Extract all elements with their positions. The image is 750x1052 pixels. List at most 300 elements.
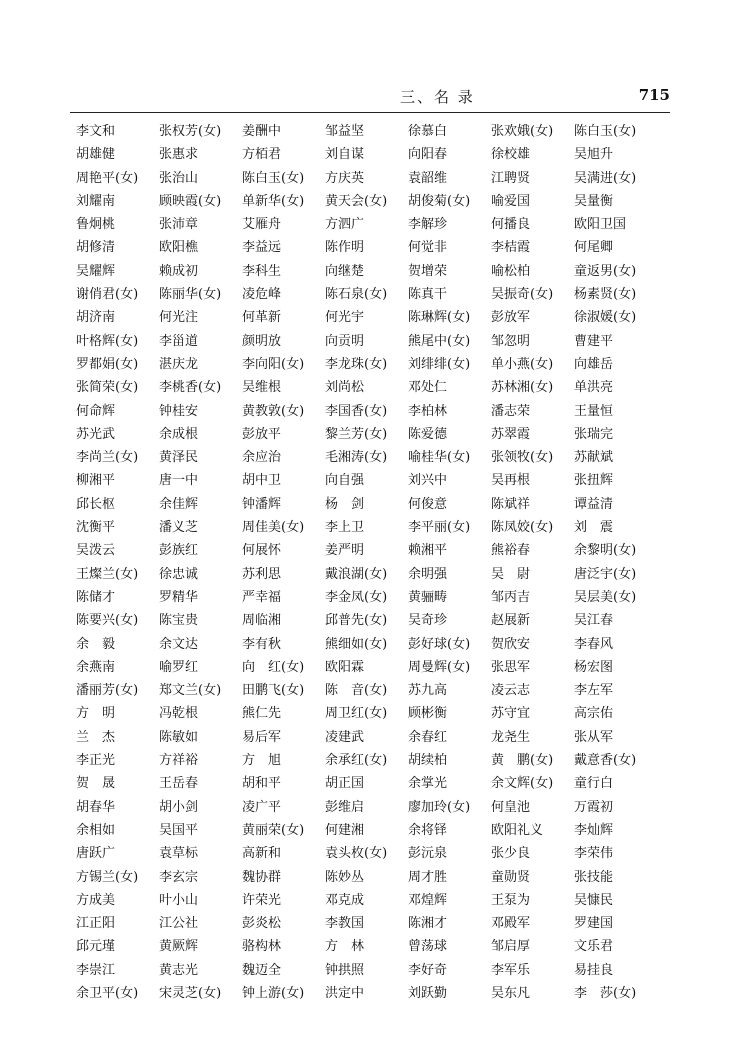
name-row (76, 493, 676, 516)
name-entry: 杨 剑 (325, 496, 365, 512)
name-entry: 周才胜 (408, 869, 448, 885)
name-entry: 方 林 (325, 939, 365, 955)
name-entry: 李文和 (76, 124, 116, 139)
name-entry: 刘耀南 (76, 193, 116, 209)
name-entry: 彭好球(女) (408, 636, 471, 652)
name-entry: 刘尚松 (325, 380, 365, 396)
name-entry: 单新华(女) (242, 193, 305, 209)
name-entry: 吴东凡 (491, 985, 531, 1001)
name-entry: 徐忠诚 (159, 566, 199, 582)
name-entry: 李上卫 (325, 520, 365, 536)
name-entry: 李左军 (574, 683, 614, 699)
name-entry: 张少良 (491, 846, 531, 862)
name-row (76, 586, 676, 609)
name-row (76, 167, 676, 190)
name-row (76, 935, 676, 958)
name-entry: 向自强 (325, 473, 365, 489)
name-entry: 黄志光 (159, 962, 199, 978)
name-entry: 张从军 (574, 729, 614, 745)
name-entry: 湛庆龙 (159, 356, 199, 372)
name-row (76, 539, 676, 562)
name-entry: 欧阳霖 (325, 659, 365, 675)
name-entry: 唐泛宇(女) (574, 566, 637, 582)
name-entry: 陈爱德 (408, 426, 448, 442)
name-entry: 陈斌祥 (491, 496, 531, 512)
name-entry: 陈宝贵 (159, 613, 199, 629)
name-entry: 周卫红(女) (325, 706, 388, 722)
name-entry: 吴维根 (242, 380, 282, 396)
name-entry: 方锡兰(女) (76, 869, 139, 885)
name-entry: 方成美 (76, 892, 116, 908)
name-entry: 张领牧(女) (491, 450, 554, 466)
name-entry: 吴层美(女) (574, 589, 637, 605)
name-entry: 李国香(女) (325, 403, 388, 419)
name-entry: 童返男(女) (574, 263, 637, 279)
name-row (76, 190, 676, 213)
name-entry: 罗建国 (574, 916, 614, 932)
name-entry: 喻罗红 (159, 659, 199, 675)
name-entry: 高宗佑 (574, 706, 614, 722)
name-entry: 向继楚 (325, 263, 365, 279)
name-entry: 彭维启 (325, 799, 365, 815)
name-row (76, 400, 676, 423)
name-row (76, 516, 676, 539)
name-entry: 田鹏飞(女) (242, 683, 305, 699)
name-entry: 何尾卿 (574, 240, 614, 256)
name-row (76, 563, 676, 586)
name-row (76, 633, 676, 656)
name-entry: 余卫平(女) (76, 985, 139, 1001)
name-entry: 余佳辉 (159, 496, 199, 512)
name-entry: 袁韶维 (408, 170, 448, 186)
name-entry: 江公社 (159, 916, 199, 932)
name-entry: 余应治 (242, 450, 282, 466)
name-entry: 胡正国 (325, 776, 365, 792)
name-entry: 黄教敦(女) (242, 403, 305, 419)
name-entry: 潘义芝 (159, 520, 199, 536)
name-entry: 胡春华 (76, 799, 116, 815)
name-entry: 李桔霞 (491, 240, 531, 256)
name-entry: 陈凤姣(女) (491, 520, 554, 536)
name-entry: 郑文兰(女) (159, 683, 222, 699)
name-entry: 贺增荣 (408, 263, 448, 279)
name-entry: 何光注 (159, 310, 199, 326)
name-entry: 何展怀 (242, 543, 282, 559)
name-entry: 徐淑媛(女) (574, 310, 637, 326)
name-entry: 胡俊菊(女) (408, 193, 471, 209)
name-entry: 李科生 (242, 263, 282, 279)
name-entry: 李正光 (76, 753, 116, 769)
page-number: 715 (638, 86, 670, 104)
name-entry: 余文辉(女) (491, 776, 554, 792)
name-entry: 张扭辉 (574, 473, 614, 489)
name-entry: 许荣光 (242, 892, 282, 908)
name-entry: 方泗广 (325, 217, 365, 233)
name-entry: 李教国 (325, 916, 365, 932)
name-entry: 魏协群 (242, 869, 282, 885)
name-entry: 黄厥辉 (159, 939, 199, 955)
name-entry: 潘志荣 (491, 403, 531, 419)
name-entry: 王量恒 (574, 403, 614, 419)
name-entry: 苏守宜 (491, 706, 531, 722)
name-entry: 唐跃广 (76, 846, 116, 862)
name-row (76, 726, 676, 749)
name-entry: 李崇江 (76, 962, 116, 978)
name-entry: 凌危峰 (242, 287, 282, 303)
name-row (76, 376, 676, 399)
name-row (76, 423, 676, 446)
name-row (76, 702, 676, 725)
name-entry: 魏迈全 (242, 962, 282, 978)
name-row (76, 213, 676, 236)
name-entry: 何觉非 (408, 240, 448, 256)
name-entry: 胡和平 (242, 776, 282, 792)
name-entry: 吴再根 (491, 473, 531, 489)
name-entry: 余明强 (408, 566, 448, 582)
name-entry: 邹忽明 (491, 333, 531, 349)
name-entry: 邹丙吉 (491, 589, 531, 605)
name-entry: 姜严明 (325, 543, 365, 559)
name-entry: 欧阳卫国 (574, 217, 627, 233)
name-row (76, 120, 676, 143)
name-entry: 方 旭 (242, 753, 282, 769)
name-entry: 邱普先(女) (325, 613, 388, 629)
name-entry: 何建湘 (325, 822, 365, 838)
name-entry: 张权芳(女) (159, 124, 222, 139)
name-entry: 张思军 (491, 659, 531, 675)
section-title: 三、名 录 (400, 88, 475, 106)
name-entry: 方 明 (76, 706, 116, 722)
name-entry: 陈湘才 (408, 916, 448, 932)
name-entry: 李尚兰(女) (76, 450, 139, 466)
name-entry: 贺 晟 (76, 776, 116, 792)
name-entry: 吴满进(女) (574, 170, 637, 186)
name-entry: 熊细如(女) (325, 636, 388, 652)
name-entry: 余燕南 (76, 659, 116, 675)
name-entry: 严幸福 (242, 589, 282, 605)
name-row (76, 889, 676, 912)
name-entry: 方庆英 (325, 170, 365, 186)
name-entry: 方祥裕 (159, 753, 199, 769)
name-entry: 吴振奇(女) (491, 287, 554, 303)
name-entry: 李甾道 (159, 333, 199, 349)
name-entry: 陈敏如 (159, 729, 199, 745)
name-list (76, 120, 676, 1005)
name-entry: 叶小山 (159, 892, 199, 908)
name-entry: 周曼辉(女) (408, 659, 471, 675)
name-entry: 黄天会(女) (325, 193, 388, 209)
name-entry: 熊裕春 (491, 543, 531, 559)
name-entry: 兰 杰 (76, 729, 116, 745)
name-entry: 邓煌辉 (408, 892, 448, 908)
name-entry: 曹建平 (574, 333, 614, 349)
name-entry: 彭族红 (159, 543, 199, 559)
name-entry: 余承红(女) (325, 753, 388, 769)
name-entry: 苏光武 (76, 426, 116, 442)
name-entry: 黎兰芳(女) (325, 426, 388, 442)
name-entry: 周佳美(女) (242, 520, 305, 536)
name-row (76, 330, 676, 353)
name-entry: 顾彬衡 (408, 706, 448, 722)
name-entry: 周临湘 (242, 613, 282, 629)
name-entry: 邹益坚 (325, 124, 365, 139)
name-entry: 李解珍 (408, 217, 448, 233)
name-entry: 吴耀辉 (76, 263, 116, 279)
name-entry: 徐校雄 (491, 147, 531, 163)
name-entry: 单小燕(女) (491, 356, 554, 372)
page-header (70, 86, 670, 112)
name-entry: 苏翠霞 (491, 426, 531, 442)
name-row (76, 260, 676, 283)
name-entry: 吴慷民 (574, 892, 614, 908)
name-entry: 何光宇 (325, 310, 365, 326)
name-entry: 陈要兴(女) (76, 613, 139, 629)
name-row (76, 982, 676, 1005)
name-entry: 李 莎(女) (574, 985, 637, 1001)
name-row (76, 656, 676, 679)
name-entry: 江聘贤 (491, 170, 531, 186)
name-entry: 杨宏图 (574, 659, 614, 675)
name-entry: 邱元瑾 (76, 939, 116, 955)
name-entry: 黄泽民 (159, 450, 199, 466)
name-entry: 胡续柏 (408, 753, 448, 769)
name-entry: 单洪亮 (574, 380, 614, 396)
name-entry: 王泵为 (491, 892, 531, 908)
name-row (76, 912, 676, 935)
name-entry: 黄丽荣(女) (242, 822, 305, 838)
name-entry: 唐一中 (159, 473, 199, 489)
name-entry: 冯乾根 (159, 706, 199, 722)
name-entry: 向 红(女) (242, 659, 305, 675)
name-entry: 李好奇 (408, 962, 448, 978)
name-entry: 邓处仁 (408, 380, 448, 396)
name-entry: 李灿辉 (574, 822, 614, 838)
name-entry: 陈真干 (408, 287, 448, 303)
name-entry: 何俊意 (408, 496, 448, 512)
name-entry: 赖成初 (159, 263, 199, 279)
name-entry: 李龙珠(女) (325, 356, 388, 372)
name-entry: 余 毅 (76, 636, 116, 652)
name-row (76, 306, 676, 329)
name-entry: 黄骊畴 (408, 589, 448, 605)
name-entry: 戴意香(女) (574, 753, 637, 769)
name-entry: 钟拱照 (325, 962, 365, 978)
name-entry: 凌云志 (491, 683, 531, 699)
name-entry: 李益远 (242, 240, 282, 256)
name-entry: 向阳春 (408, 147, 448, 163)
name-entry: 李柏林 (408, 403, 448, 419)
name-entry: 吴国平 (159, 822, 199, 838)
name-entry: 赖湘平 (408, 543, 448, 559)
name-entry: 骆构林 (242, 939, 282, 955)
name-entry: 钟桂安 (159, 403, 199, 419)
name-entry: 李桃香(女) (159, 380, 222, 396)
name-entry: 李平丽(女) (408, 520, 471, 536)
name-entry: 徐慕白 (408, 124, 448, 139)
header-rule (70, 112, 670, 113)
name-entry: 吴泼云 (76, 543, 116, 559)
name-entry: 袁草标 (159, 846, 199, 862)
name-entry: 易后军 (242, 729, 282, 745)
name-entry: 易挂良 (574, 962, 614, 978)
name-entry: 陈白玉(女) (242, 170, 305, 186)
name-entry: 龙尧生 (491, 729, 531, 745)
name-entry: 张瑞完 (574, 426, 614, 442)
name-entry: 刘自谋 (325, 147, 365, 163)
name-row (76, 609, 676, 632)
name-entry: 熊仁先 (242, 706, 282, 722)
name-entry: 余成根 (159, 426, 199, 442)
name-entry: 张惠求 (159, 147, 199, 163)
name-entry: 邓殿军 (491, 916, 531, 932)
name-entry: 胡雄健 (76, 147, 116, 163)
name-entry: 彭放平 (242, 426, 282, 442)
name-entry: 吴奇珍 (408, 613, 448, 629)
name-entry: 戴浪湖(女) (325, 566, 388, 582)
name-row (76, 819, 676, 842)
name-entry: 周艳平(女) (76, 170, 139, 186)
name-entry: 凌建武 (325, 729, 365, 745)
name-entry: 吴江春 (574, 613, 614, 629)
name-entry: 邱长枢 (76, 496, 116, 512)
name-entry: 苏利思 (242, 566, 282, 582)
name-entry: 谭益清 (574, 496, 614, 512)
name-entry: 胡小剑 (159, 799, 199, 815)
name-entry: 颜明放 (242, 333, 282, 349)
name-entry: 余文达 (159, 636, 199, 652)
name-entry: 黄 鹏(女) (491, 753, 554, 769)
name-entry: 胡修清 (76, 240, 116, 256)
name-entry: 刘 震 (574, 520, 614, 536)
name-entry: 余黎明(女) (574, 543, 637, 559)
name-entry: 童勋贤 (491, 869, 531, 885)
name-entry: 罗精华 (159, 589, 199, 605)
name-entry: 张欢娥(女) (491, 124, 554, 139)
name-row (76, 469, 676, 492)
name-entry: 李金凤(女) (325, 589, 388, 605)
name-entry: 向雄岳 (574, 356, 614, 372)
name-entry: 王燦兰(女) (76, 566, 139, 582)
name-entry: 杨素贤(女) (574, 287, 637, 303)
name-entry: 彭沅泉 (408, 846, 448, 862)
name-entry: 邹启厚 (491, 939, 531, 955)
name-entry: 曾荡球 (408, 939, 448, 955)
name-entry: 熊尾中(女) (408, 333, 471, 349)
name-entry: 吴旭升 (574, 147, 614, 163)
name-entry: 喻桂华(女) (408, 450, 471, 466)
name-row (76, 353, 676, 376)
name-entry: 谢俏君(女) (76, 287, 139, 303)
name-row (76, 749, 676, 772)
name-entry: 王岳春 (159, 776, 199, 792)
name-row (76, 236, 676, 259)
name-entry: 彭放军 (491, 310, 531, 326)
name-row (76, 143, 676, 166)
name-entry: 姜酬中 (242, 124, 282, 139)
name-entry: 苏九高 (408, 683, 448, 699)
name-row (76, 959, 676, 982)
name-entry: 童行白 (574, 776, 614, 792)
name-entry: 李荣伟 (574, 846, 614, 862)
name-entry: 凌广平 (242, 799, 282, 815)
name-entry: 沈衡平 (76, 520, 116, 536)
name-row (76, 446, 676, 469)
name-entry: 洪定中 (325, 985, 365, 1001)
name-entry: 刘兴中 (408, 473, 448, 489)
name-entry: 廖加玲(女) (408, 799, 471, 815)
name-entry: 艾雁舟 (242, 217, 282, 233)
name-entry: 何播良 (491, 217, 531, 233)
name-entry: 陈琳辉(女) (408, 310, 471, 326)
name-entry: 陈 音(女) (325, 683, 388, 699)
name-entry: 贺欣安 (491, 636, 531, 652)
name-entry: 潘丽芳(女) (76, 683, 139, 699)
name-entry: 李春风 (574, 636, 614, 652)
name-row (76, 866, 676, 889)
name-entry: 喻松柏 (491, 263, 531, 279)
name-entry: 顾映霞(女) (159, 193, 222, 209)
name-entry: 毛湘涛(女) (325, 450, 388, 466)
name-entry: 钟上游(女) (242, 985, 305, 1001)
name-entry: 余相如 (76, 822, 116, 838)
name-entry: 余掌光 (408, 776, 448, 792)
name-entry: 余将铎 (408, 822, 448, 838)
name-entry: 张沛章 (159, 217, 199, 233)
name-entry: 鲁炯桃 (76, 217, 116, 233)
name-entry: 江正阳 (76, 916, 116, 932)
name-row (76, 842, 676, 865)
name-entry: 罗都娟(女) (76, 356, 139, 372)
name-entry: 张治山 (159, 170, 199, 186)
name-entry: 文乐君 (574, 939, 614, 955)
name-entry: 李向阳(女) (242, 356, 305, 372)
name-entry: 陈储才 (76, 589, 116, 605)
name-entry: 余春红 (408, 729, 448, 745)
name-entry: 苏林湘(女) (491, 380, 554, 396)
name-entry: 陈丽华(女) (159, 287, 222, 303)
name-entry: 胡济南 (76, 310, 116, 326)
name-entry: 欧阳礼义 (491, 822, 544, 838)
name-entry: 向贡明 (325, 333, 365, 349)
name-entry: 陈白玉(女) (574, 124, 637, 139)
name-entry: 刘绯绯(女) (408, 356, 471, 372)
name-entry: 宋灵芝(女) (159, 985, 222, 1001)
name-entry: 赵展新 (491, 613, 531, 629)
name-entry: 欧阳樵 (159, 240, 199, 256)
name-entry: 柳湘平 (76, 473, 116, 489)
name-row (76, 796, 676, 819)
name-row (76, 679, 676, 702)
name-entry: 陈作明 (325, 240, 365, 256)
name-entry: 陈妙丛 (325, 869, 365, 885)
name-entry: 吴 尉 (491, 566, 531, 582)
name-entry: 方栢君 (242, 147, 282, 163)
name-entry: 张技能 (574, 869, 614, 885)
name-entry: 邓克成 (325, 892, 365, 908)
name-entry: 高新和 (242, 846, 282, 862)
name-row (76, 283, 676, 306)
name-entry: 万霞初 (574, 799, 614, 815)
name-entry: 何皇池 (491, 799, 531, 815)
name-entry: 苏献斌 (574, 450, 614, 466)
name-entry: 李军乐 (491, 962, 531, 978)
name-entry: 何命辉 (76, 403, 116, 419)
name-entry: 喻爱国 (491, 193, 531, 209)
name-row (76, 772, 676, 795)
name-entry: 刘跃勤 (408, 985, 448, 1001)
name-entry: 彭炎松 (242, 916, 282, 932)
name-entry: 叶格辉(女) (76, 333, 139, 349)
